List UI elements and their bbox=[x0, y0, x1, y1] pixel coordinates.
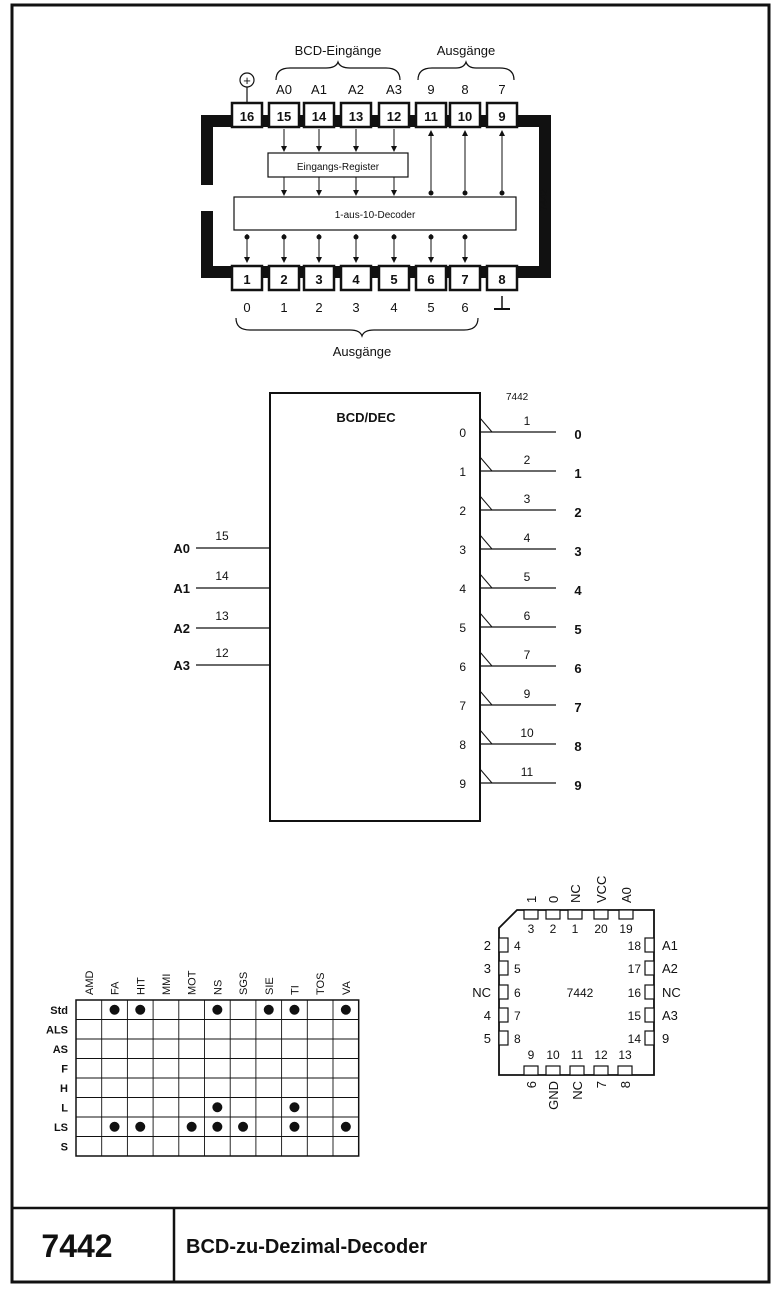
dip-pin-number-top: 15 bbox=[276, 109, 292, 124]
vendor-availability-dot bbox=[212, 1005, 222, 1015]
plcc-pin-number-top: 19 bbox=[619, 922, 633, 936]
dip-wire-node bbox=[429, 191, 434, 196]
plcc-pin-name-top: A0 bbox=[619, 887, 634, 903]
vendor-row-label: S bbox=[60, 1141, 68, 1154]
vendor-column-header: AMD bbox=[83, 970, 96, 995]
logic-output-index: 4 bbox=[459, 582, 466, 596]
vendor-availability-dot bbox=[135, 1122, 145, 1132]
dip-pin-name-top: 8 bbox=[461, 82, 469, 97]
vendor-availability-dot bbox=[341, 1122, 351, 1132]
plcc-pin-pad-left bbox=[499, 1008, 508, 1022]
vendor-availability-dot bbox=[135, 1005, 145, 1015]
dip-wire-node bbox=[282, 235, 287, 240]
plcc-pin-name-left: 2 bbox=[483, 938, 491, 953]
logic-output-pin: 9 bbox=[523, 687, 531, 701]
plcc-pin-name-left: 3 bbox=[483, 961, 491, 976]
plcc-pin-name-bottom: 6 bbox=[524, 1081, 539, 1089]
dip-pin-number-top: 14 bbox=[311, 109, 327, 124]
plcc-pin-number-top: 2 bbox=[549, 922, 557, 936]
logic-output-index: 7 bbox=[459, 699, 466, 713]
dip-pin-number-bottom: 6 bbox=[427, 272, 435, 287]
vendor-availability-dot bbox=[341, 1005, 351, 1015]
vendor-availability-dot bbox=[238, 1122, 248, 1132]
vendor-availability-table bbox=[46, 970, 359, 1156]
logic-output-index: 5 bbox=[459, 621, 466, 635]
plcc-pin-name-right: A2 bbox=[662, 961, 678, 976]
dip-pin-number-bottom: 2 bbox=[280, 272, 288, 287]
vendor-row-label: Std bbox=[50, 1004, 68, 1017]
logic-symbol-title: BCD/DEC bbox=[336, 410, 396, 425]
logic-output-name: 5 bbox=[574, 622, 582, 637]
logic-output-pin: 6 bbox=[523, 609, 531, 623]
logic-input-pin: 14 bbox=[215, 569, 229, 583]
plcc-pin-name-right: A1 bbox=[662, 938, 678, 953]
logic-output-negation-mark bbox=[480, 613, 492, 627]
plcc-pin-number-bottom: 9 bbox=[527, 1048, 535, 1062]
logic-output-index: 3 bbox=[459, 543, 466, 557]
dip-pin-number-top: 16 bbox=[239, 109, 255, 124]
logic-output-pin: 3 bbox=[523, 492, 531, 506]
dip-pin-number-bottom: 3 bbox=[315, 272, 323, 287]
vendor-availability-dot bbox=[289, 1122, 299, 1132]
dip-pin-name-bottom: 1 bbox=[280, 300, 288, 315]
plcc-pin-name-bottom: GND bbox=[546, 1081, 561, 1110]
dip-pin-name-bottom: 2 bbox=[315, 300, 323, 315]
plcc-pin-number-left: 5 bbox=[514, 962, 521, 976]
logic-output-negation-mark bbox=[480, 574, 492, 588]
plcc-pin-name-top: VCC bbox=[594, 875, 609, 903]
plcc-pin-name-bottom: NC bbox=[570, 1081, 585, 1100]
vendor-availability-dot bbox=[289, 1102, 299, 1112]
label-bcd-inputs: BCD-Eingänge bbox=[294, 43, 382, 58]
dip-pin-name-top: 9 bbox=[427, 82, 435, 97]
vendor-availability-dot bbox=[110, 1122, 120, 1132]
dip-pin-name-top: 7 bbox=[498, 82, 506, 97]
plcc-pin-pad-top bbox=[619, 910, 633, 919]
vendor-row-label: LS bbox=[53, 1121, 68, 1134]
logic-output-name: 1 bbox=[574, 466, 582, 481]
vendor-column-header: MMI bbox=[160, 973, 173, 995]
dip-side-code: 7442 bbox=[539, 188, 550, 212]
plcc-pin-name-bottom: 8 bbox=[618, 1081, 633, 1089]
plcc-pin-pad-left bbox=[499, 938, 508, 952]
dip-pin-number-top: 11 bbox=[424, 109, 438, 124]
plcc-pin-number-right: 17 bbox=[627, 962, 641, 976]
vendor-column-header: VA bbox=[340, 981, 353, 995]
logic-output-pin: 2 bbox=[523, 453, 531, 467]
vendor-availability-dot bbox=[212, 1122, 222, 1132]
plcc-pin-pad-right bbox=[645, 1008, 654, 1022]
logic-output-name: 7 bbox=[574, 700, 582, 715]
logic-symbol-diagram bbox=[173, 392, 582, 821]
logic-output-negation-mark bbox=[480, 691, 492, 705]
input-register-label: Eingangs-Register bbox=[296, 162, 380, 173]
vendor-availability-dot bbox=[212, 1102, 222, 1112]
plcc-pin-number-bottom: 10 bbox=[546, 1048, 560, 1062]
dip-wire-node bbox=[392, 235, 397, 240]
plcc-pin-pad-top bbox=[546, 910, 560, 919]
logic-output-negation-mark bbox=[480, 496, 492, 510]
vendor-row-label: H bbox=[60, 1082, 68, 1095]
brace-outputs-top bbox=[418, 62, 514, 80]
logic-output-name: 6 bbox=[574, 661, 582, 676]
logic-output-name: 3 bbox=[574, 544, 582, 559]
brace-outputs-bottom bbox=[236, 318, 478, 336]
dip-pin-name-bottom: 5 bbox=[427, 300, 435, 315]
vendor-availability-dot bbox=[264, 1005, 274, 1015]
vendor-column-header: MOT bbox=[186, 970, 199, 995]
plcc-pin-pad-right bbox=[645, 985, 654, 999]
dip-pin-name-bottom: 3 bbox=[352, 300, 360, 315]
plcc-pin-number-top: 3 bbox=[527, 922, 535, 936]
logic-symbol-box bbox=[270, 393, 480, 821]
label-outputs-bottom: Ausgänge bbox=[332, 344, 392, 359]
decoder-label: 1-aus-10-Decoder bbox=[334, 210, 416, 221]
dip-pin-name-bottom: 6 bbox=[461, 300, 469, 315]
vendor-row-label: F bbox=[61, 1063, 68, 1076]
dip-wire-node bbox=[317, 235, 322, 240]
dip-pin-number-top: 13 bbox=[348, 109, 364, 124]
logic-output-name: 4 bbox=[574, 583, 582, 598]
plcc-pin-number-bottom: 12 bbox=[594, 1048, 608, 1062]
plcc-pin-pad-top bbox=[594, 910, 608, 919]
dip-wire-node bbox=[463, 235, 468, 240]
plcc-package-diagram bbox=[472, 876, 681, 1110]
dip-pin-name-top: A0 bbox=[276, 82, 292, 97]
plcc-pin-number-left: 4 bbox=[514, 939, 521, 953]
dip-pin-name-top: A1 bbox=[311, 82, 327, 97]
plcc-pin-pad-left bbox=[499, 985, 508, 999]
vendor-availability-dot bbox=[289, 1005, 299, 1015]
plcc-pin-number-left: 6 bbox=[514, 986, 521, 1000]
plcc-pin-pad-right bbox=[645, 1031, 654, 1045]
vendor-column-header: TI bbox=[289, 985, 302, 995]
dip-wire-node bbox=[245, 235, 250, 240]
logic-input-name: A1 bbox=[173, 581, 190, 596]
plcc-pin-name-top: 0 bbox=[546, 895, 561, 903]
logic-output-negation-mark bbox=[480, 769, 492, 783]
plcc-pin-name-left: 5 bbox=[483, 1031, 491, 1046]
dip-wire-node bbox=[354, 235, 359, 240]
logic-output-pin: 11 bbox=[520, 765, 534, 779]
label-outputs-top: Ausgänge bbox=[436, 43, 496, 58]
logic-output-pin: 4 bbox=[523, 531, 531, 545]
dip-pin-name-top: A3 bbox=[386, 82, 402, 97]
vendor-column-header: SIE bbox=[263, 977, 276, 995]
logic-output-negation-mark bbox=[480, 418, 492, 432]
plcc-pin-pad-right bbox=[645, 938, 654, 952]
logic-input-name: A3 bbox=[173, 658, 190, 673]
plcc-pin-pad-bottom bbox=[546, 1066, 560, 1075]
logic-output-name: 8 bbox=[574, 739, 582, 754]
plcc-pin-name-top: NC bbox=[568, 884, 583, 903]
plcc-pin-pad-right bbox=[645, 961, 654, 975]
vendor-row-label: AS bbox=[52, 1043, 68, 1056]
plcc-pin-name-right: 9 bbox=[662, 1031, 670, 1046]
vendor-column-header: HIT bbox=[135, 977, 148, 995]
dip-pin-name-bottom: 4 bbox=[390, 300, 398, 315]
logic-output-negation-mark bbox=[480, 457, 492, 471]
plcc-pin-number-top: 1 bbox=[571, 922, 579, 936]
dip-pin-number-bottom: 7 bbox=[461, 272, 469, 287]
plcc-pin-pad-bottom bbox=[524, 1066, 538, 1075]
plcc-pin-number-bottom: 11 bbox=[570, 1048, 584, 1062]
footer-part-number: 7442 bbox=[41, 1228, 113, 1264]
logic-output-pin: 5 bbox=[523, 570, 531, 584]
plcc-pin-number-right: 16 bbox=[627, 986, 641, 1000]
plcc-pin-number-right: 18 bbox=[627, 939, 641, 953]
dip-wire-node bbox=[429, 235, 434, 240]
dip-pin-name-top: A2 bbox=[348, 82, 364, 97]
plcc-pin-number-left: 8 bbox=[514, 1032, 521, 1046]
dip-pin-number-top: 10 bbox=[457, 109, 473, 124]
logic-output-negation-mark bbox=[480, 730, 492, 744]
logic-output-negation-mark bbox=[480, 535, 492, 549]
vendor-availability-dot bbox=[187, 1122, 197, 1132]
footer-title: BCD-zu-Dezimal-Decoder bbox=[186, 1236, 428, 1258]
logic-output-negation-mark bbox=[480, 652, 492, 666]
logic-input-name: A2 bbox=[173, 621, 190, 636]
logic-output-index: 9 bbox=[459, 777, 466, 791]
plcc-pin-pad-bottom bbox=[570, 1066, 584, 1075]
logic-input-pin: 13 bbox=[215, 609, 229, 623]
logic-output-name: 0 bbox=[574, 427, 582, 442]
plcc-pin-number-top: 20 bbox=[594, 922, 608, 936]
dip-wire-node bbox=[463, 191, 468, 196]
vendor-row-label: ALS bbox=[46, 1024, 68, 1037]
plcc-pin-name-left: 4 bbox=[483, 1008, 491, 1023]
plcc-pin-number-right: 14 bbox=[627, 1032, 641, 1046]
plcc-center-code: 7442 bbox=[566, 986, 594, 1000]
dip-pin-number-bottom: 8 bbox=[498, 272, 506, 287]
logic-output-index: 8 bbox=[459, 738, 466, 752]
logic-output-index: 6 bbox=[459, 660, 466, 674]
brace-inputs bbox=[276, 62, 400, 80]
dip-pin-name-bottom: 0 bbox=[243, 300, 251, 315]
dip-pin-number-bottom: 1 bbox=[243, 272, 251, 287]
dip-pin-number-bottom: 4 bbox=[352, 272, 360, 287]
logic-input-pin: 15 bbox=[215, 529, 229, 543]
plcc-pin-number-bottom: 13 bbox=[618, 1048, 632, 1062]
vendor-row-label: L bbox=[61, 1102, 68, 1115]
vcc-plus: + bbox=[243, 73, 251, 88]
plcc-pin-pad-bottom bbox=[618, 1066, 632, 1075]
vendor-column-header: TOS bbox=[315, 972, 328, 995]
plcc-pin-name-top: 1 bbox=[524, 895, 539, 903]
logic-output-index: 0 bbox=[459, 426, 466, 440]
vendor-column-header: FA bbox=[109, 981, 122, 995]
dip-package-diagram bbox=[188, 43, 551, 359]
logic-symbol-code: 7442 bbox=[506, 392, 529, 403]
dip-pin-number-top: 12 bbox=[386, 109, 402, 124]
vendor-availability-dot bbox=[110, 1005, 120, 1015]
dip-pin-number-top: 9 bbox=[498, 109, 506, 124]
logic-input-name: A0 bbox=[173, 541, 190, 556]
logic-output-index: 1 bbox=[459, 465, 466, 479]
plcc-pin-pad-top bbox=[524, 910, 538, 919]
logic-output-pin: 10 bbox=[520, 726, 534, 740]
plcc-pin-number-right: 15 bbox=[627, 1009, 641, 1023]
plcc-pin-pad-bottom bbox=[594, 1066, 608, 1075]
plcc-pin-name-bottom: 7 bbox=[594, 1081, 609, 1089]
vendor-column-header: NS bbox=[212, 979, 225, 995]
logic-output-name: 2 bbox=[574, 505, 582, 520]
logic-output-pin: 1 bbox=[523, 414, 531, 428]
plcc-pin-number-left: 7 bbox=[514, 1009, 521, 1023]
plcc-pin-name-left: NC bbox=[472, 985, 491, 1000]
logic-output-pin: 7 bbox=[523, 648, 531, 662]
plcc-pin-name-right: A3 bbox=[662, 1008, 678, 1023]
plcc-pin-pad-top bbox=[568, 910, 582, 919]
dip-pin-number-bottom: 5 bbox=[390, 272, 398, 287]
logic-output-index: 2 bbox=[459, 504, 466, 518]
plcc-pin-pad-left bbox=[499, 961, 508, 975]
plcc-pin-name-right: NC bbox=[662, 985, 681, 1000]
dip-notch bbox=[188, 185, 213, 211]
vendor-column-header: SGS bbox=[238, 971, 251, 995]
logic-output-name: 9 bbox=[574, 778, 582, 793]
dip-wire-node bbox=[500, 191, 505, 196]
logic-input-pin: 12 bbox=[215, 646, 229, 660]
plcc-pin-pad-left bbox=[499, 1031, 508, 1045]
